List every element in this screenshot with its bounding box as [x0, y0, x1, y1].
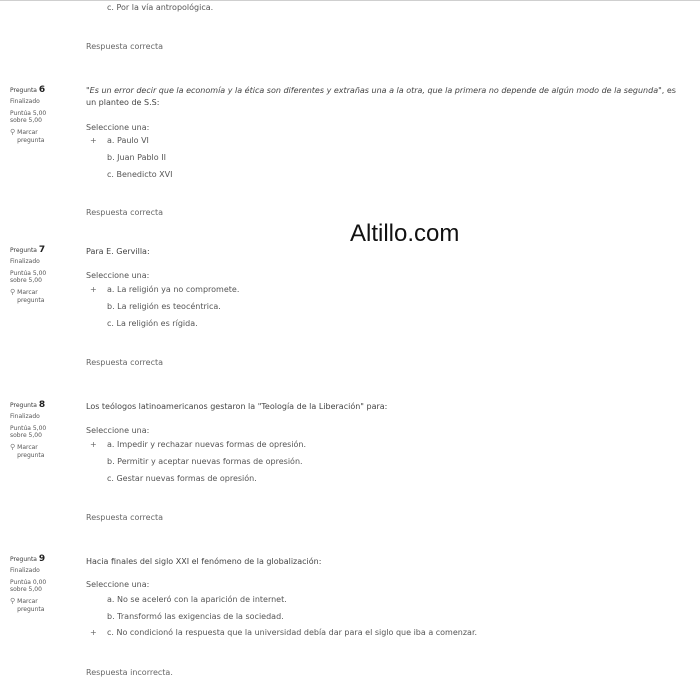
question-number: 7	[38, 245, 46, 255]
option-a[interactable]: a. Paulo VI	[107, 136, 149, 145]
question-label: Pregunta	[10, 402, 37, 409]
previous-option-c[interactable]: c. Por la vía antropológica.	[107, 3, 214, 12]
option-b[interactable]: b. Transformó las exigencias de la sociedad.	[107, 612, 284, 621]
selected-marker: +	[90, 136, 97, 145]
question-label: Pregunta	[10, 247, 37, 254]
option-a[interactable]: a. La religión ya no compromete.	[107, 285, 240, 294]
question-grade: Puntúa 5,00 sobre 5,00	[10, 270, 47, 285]
question-number: 8	[38, 400, 46, 410]
question-state: Finalizado	[10, 258, 40, 266]
selected-marker: +	[90, 285, 97, 294]
question-label: Pregunta	[10, 556, 37, 563]
flag-question-button[interactable]: ⚲ Marcar pregunta	[10, 596, 45, 613]
answer-feedback: Respuesta correcta	[86, 208, 164, 217]
option-b[interactable]: b. Juan Pablo II	[107, 153, 166, 162]
question-text-7: Para E. Gervilla:	[86, 247, 150, 256]
answer-feedback: Respuesta correcta	[86, 358, 164, 367]
question-text-9: Hacia finales del siglo XXI el fenómeno de la globalización:	[86, 557, 322, 566]
select-label: Seleccione una:	[86, 123, 150, 132]
question-state: Finalizado	[10, 413, 40, 421]
question-text-8: Los teólogos latinoamericanos gestaron la "Teología de la Liberación" para:	[86, 402, 388, 411]
option-b[interactable]: b. La religión es teocéntrica.	[107, 302, 221, 311]
question-state: Finalizado	[10, 567, 40, 575]
option-c[interactable]: c. Gestar nuevas formas de opresión.	[107, 474, 257, 483]
select-label: Seleccione una:	[86, 580, 150, 589]
question-number: 9	[38, 554, 46, 564]
flag-icon: ⚲	[10, 442, 16, 451]
select-label: Seleccione una:	[86, 271, 150, 280]
option-a[interactable]: a. No se aceleró con la aparición de internet.	[107, 595, 287, 604]
top-divider	[0, 0, 700, 1]
previous-feedback: Respuesta correcta	[86, 42, 164, 51]
question-text-6: "Es un error decir que la economía y la ética son diferentes y extrañas una a la otra, que la primera no depende de algún modo de la segunda", es un planteo de S.S:	[86, 86, 676, 107]
option-c[interactable]: c. Benedicto XVI	[107, 170, 173, 179]
question-grade: Puntúa 5,00 sobre 5,00	[10, 425, 47, 440]
question-number: 6	[38, 85, 46, 95]
question-info-9	[10, 553, 76, 614]
question-info-8	[10, 399, 76, 460]
flag-question-button[interactable]: ⚲ Marcar pregunta	[10, 442, 45, 459]
select-label: Seleccione una:	[86, 426, 150, 435]
flag-icon: ⚲	[10, 287, 16, 296]
selected-marker: +	[90, 440, 97, 449]
option-c[interactable]: c. La religión es rígida.	[107, 319, 198, 328]
question-label: Pregunta	[10, 87, 37, 94]
answer-feedback: Respuesta correcta	[86, 513, 164, 522]
selected-marker: +	[90, 628, 97, 637]
flag-icon: ⚲	[10, 127, 16, 136]
question-info-7	[10, 244, 76, 305]
question-grade: Puntúa 0,00 sobre 5,00	[10, 579, 47, 594]
question-info-6	[10, 84, 76, 145]
option-b[interactable]: b. Permitir y aceptar nuevas formas de opresión.	[107, 457, 303, 466]
option-c[interactable]: c. No condicionó la respuesta que la universidad debía dar para el siglo que iba a comenzar.	[107, 628, 478, 637]
answer-feedback: Respuesta incorrecta.	[86, 668, 173, 677]
question-state: Finalizado	[10, 98, 40, 106]
flag-question-button[interactable]: ⚲ Marcar pregunta	[10, 287, 45, 304]
flag-question-button[interactable]: ⚲ Marcar pregunta	[10, 127, 45, 144]
watermark-text: Altillo.com	[350, 220, 460, 247]
question-grade: Puntúa 5,00 sobre 5,00	[10, 110, 47, 125]
flag-icon: ⚲	[10, 596, 16, 605]
option-a[interactable]: a. Impedir y rechazar nuevas formas de opresión.	[107, 440, 307, 449]
